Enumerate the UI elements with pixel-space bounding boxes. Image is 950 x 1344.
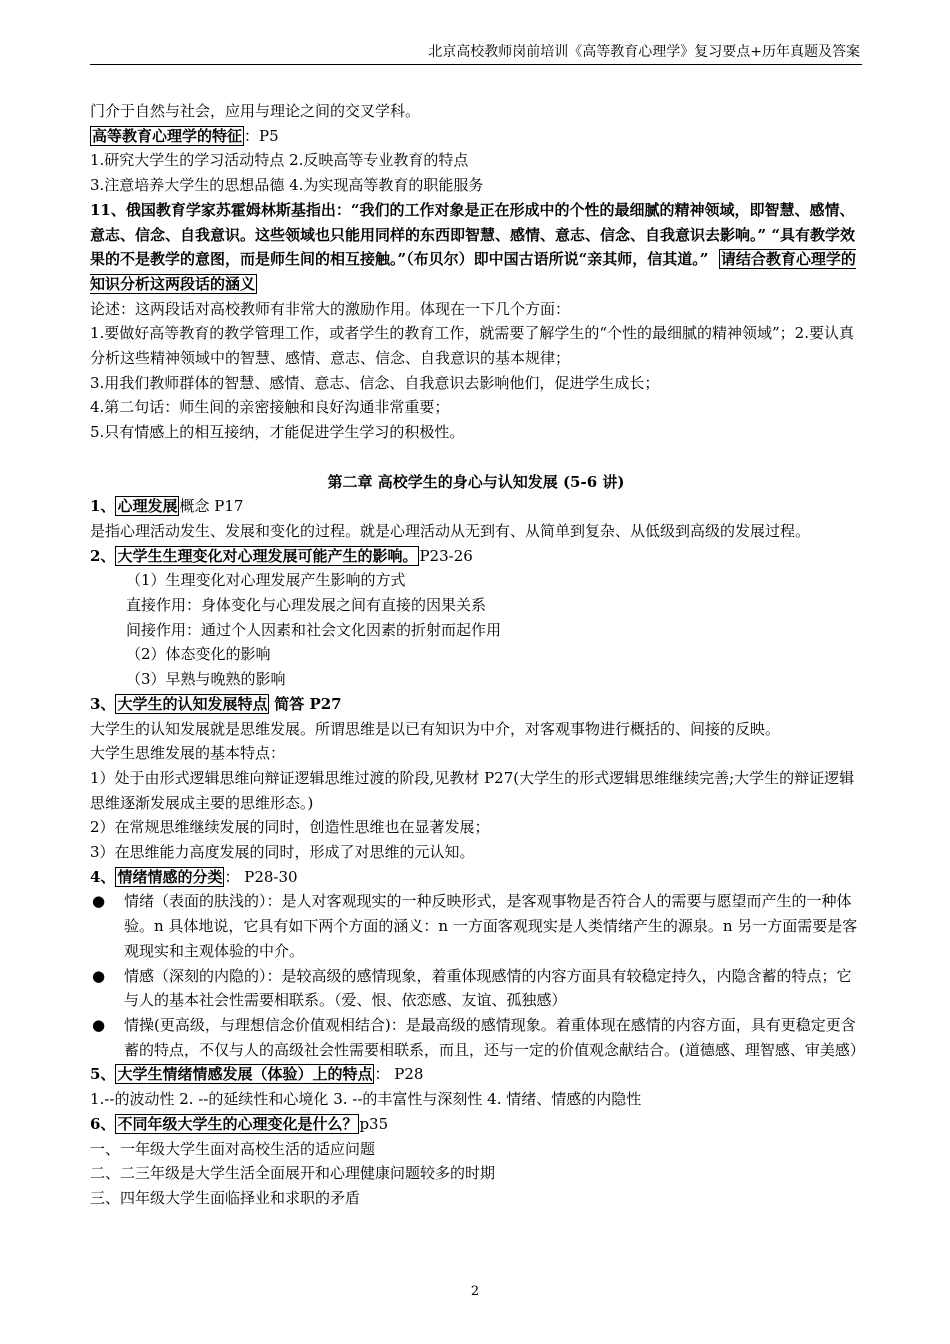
spacer bbox=[90, 445, 862, 470]
paragraph: （2）体态变化的影响 bbox=[126, 645, 271, 664]
paragraph: 3.用我们教师群体的智慧、感情、意志、信念、自我意识去影响他们，促进学生成长； bbox=[90, 373, 660, 392]
paragraph: 2）在常规思维继续发展的同时，创造性思维也在显著发展； bbox=[90, 818, 490, 837]
section-heading-3 bbox=[90, 692, 862, 717]
bullet-icon: ● bbox=[92, 1016, 106, 1034]
boxed-term: 请结合教育心理学的知识分析这两段话的涵义 bbox=[90, 250, 856, 293]
section-number: 1、 bbox=[90, 497, 116, 516]
paragraph: （3）早熟与晚熟的影响 bbox=[126, 670, 286, 689]
page-ref: 概念 P17 bbox=[179, 497, 244, 516]
page-ref: ： P28 bbox=[374, 1065, 424, 1084]
question-text: 11、俄国教育学家苏霍姆林斯基指出：“我们的工作对象是正在形成中的个性的最细腻的精神领域，即智慧、感情、意志、信念、自我意识。这些领域也只能用同样的东西即智慧、感情、意志、信念、自我意识去影响。” “具有教学效果的不是教学的意图，而是师生间的相互接触。”（布贝尔）即中国古语所说“亲其师，信其道。” bbox=[90, 200, 855, 269]
boxed-term: 不同年级大学生的心理变化是什么？ bbox=[117, 1114, 358, 1133]
section-number: 5、 bbox=[90, 1065, 116, 1084]
bullet-icon: ● bbox=[92, 966, 106, 985]
paragraph: 直接作用：身体变化与心理发展之间有直接的因果关系 bbox=[126, 596, 487, 615]
section-heading-1 bbox=[90, 494, 862, 519]
section-heading-5 bbox=[90, 1062, 862, 1087]
page-ref: p35 bbox=[359, 1114, 389, 1133]
page-ref: 简答 P27 bbox=[274, 694, 342, 713]
bullet-icon: ● bbox=[92, 892, 106, 911]
chapter-title: 第二章 高校学生的身心与认知发展 (5-6 讲) bbox=[327, 472, 625, 491]
boxed-term: 心理发展 bbox=[117, 497, 178, 516]
section-heading-4 bbox=[90, 865, 862, 890]
boxed-term: 高等教育心理学的特征 bbox=[92, 126, 243, 145]
section-heading-2 bbox=[90, 544, 862, 569]
page-number: 2 bbox=[470, 1284, 480, 1299]
paragraph: 3）在思维能力高度发展的同时，形成了对思维的元认知。 bbox=[90, 843, 475, 862]
boxed-term: 大学生的认知发展特点 bbox=[117, 694, 268, 713]
paragraph: 三、四年级大学生面临择业和求职的矛盾 bbox=[90, 1188, 361, 1207]
bullet-text: 情感（深刻的内隐的）：是较高级的感情现象，着重体现感情的内容方面具有较稳定持久，内隐含蓄的特点；它与人的基本社会性需要相联系。（爱、恨、依恋感、友谊、孤独感） bbox=[124, 966, 852, 1010]
bullet-item bbox=[90, 889, 862, 963]
paragraph: 大学生思维发展的基本特点： bbox=[90, 744, 286, 763]
page-body bbox=[90, 99, 865, 1211]
paragraph: 1.--的波动性 2. --的延续性和心境化 3. --的丰富性与深刻性 4. 情绪、情感的内隐性 bbox=[90, 1090, 642, 1109]
bullet-item bbox=[90, 1013, 865, 1062]
boxed-term: 情绪情感的分类 bbox=[117, 867, 223, 886]
bullet-text: 情操(更高级，与理想信念价值观相结合)：是最高级的感情现象。着重体现在感情的内容方面，具有更稳定更含蓄的特点，不仅与人的高级社会性需要相联系，而且，还与一定的价值观念献结合。(道德感、理智感、审美感） bbox=[124, 1016, 865, 1059]
paragraph: 4.第二句话：师生间的亲密接触和良好沟通非常重要； bbox=[90, 398, 450, 417]
page-ref: ：P5 bbox=[244, 126, 279, 145]
paragraph: 论述：这两段话对高校教师有非常大的激励作用。体现在一下几个方面： bbox=[90, 299, 571, 318]
page-ref: P23-26 bbox=[419, 546, 473, 565]
section-number: 6、 bbox=[90, 1114, 116, 1133]
paragraph: 门介于自然与社会，应用与理论之间的交叉学科。 bbox=[90, 102, 421, 120]
paragraph: 大学生的认知发展就是思维发展。所谓思维是以已有知识为中介，对客观事物进行概括的、间接的反映。 bbox=[90, 719, 781, 738]
running-header: 北京高校教师岗前培训《高等教育心理学》复习要点+历年真题及答案 bbox=[428, 44, 860, 60]
section-number: 3、 bbox=[90, 694, 116, 713]
paragraph: 一、一年级大学生面对高校生活的适应问题 bbox=[90, 1139, 376, 1158]
paragraph: 是指心理活动发生、发展和变化的过程。就是心理活动从无到有、从简单到复杂、从低级到高级的发展过程。 bbox=[90, 521, 811, 540]
bullet-item bbox=[90, 964, 862, 1013]
section-number: 4、 bbox=[90, 867, 116, 886]
question-11 bbox=[90, 198, 862, 297]
question-heading bbox=[90, 124, 862, 149]
paragraph: 1.要做好高等教育的教学管理工作，或者学生的教育工作，就需要了解学生的“个性的最细腻的精神领域”；2.要认真分析这些精神领域中的智慧、感情、意志、信念、自我意识的基本规律； bbox=[90, 324, 854, 368]
paragraph: 1.研究大学生的学习活动特点 2.反映高等专业教育的特点 bbox=[90, 151, 469, 170]
paragraph: （1）生理变化对心理发展产生影响的方式 bbox=[126, 571, 406, 590]
paragraph: 间接作用：通过个人因素和社会文化因素的折射而起作用 bbox=[126, 620, 502, 639]
boxed-term: 大学生情绪情感发展（体验）上的特点 bbox=[117, 1065, 373, 1084]
bullet-text: 情绪（表面的肤浅的）：是人对客观现实的一种反映形式，是客观事物是否符合人的需要与愿望而产生的一种体验。n 具体地说，它具有如下两个方面的涵义：n 一方面客观现实是人类情绪产生的源泉。n 另一方面需要是客观现实和主观体验的中介。 bbox=[124, 892, 858, 960]
section-heading-6 bbox=[90, 1112, 862, 1137]
page-ref: ： P28-30 bbox=[224, 867, 298, 886]
paragraph: 二、二三年级是大学生活全面展开和心理健康问题较多的时期 bbox=[90, 1164, 496, 1183]
paragraph: 5.只有情感上的相互接纳，才能促进学生学习的积极性。 bbox=[90, 423, 465, 442]
boxed-term: 大学生生理变化对心理发展可能产生的影响。 bbox=[117, 546, 418, 565]
paragraph: 3.注意培养大学生的思想品德 4.为实现高等教育的职能服务 bbox=[90, 176, 484, 195]
header-rule bbox=[90, 64, 862, 65]
section-number: 2、 bbox=[90, 546, 116, 565]
paragraph: 1）处于由形式逻辑思维向辩证逻辑思维过渡的阶段,见教材 P27(大学生的形式逻辑思维继续完善;大学生的辩证逻辑思维逐渐发展成主要的思维形态。) bbox=[90, 768, 855, 812]
